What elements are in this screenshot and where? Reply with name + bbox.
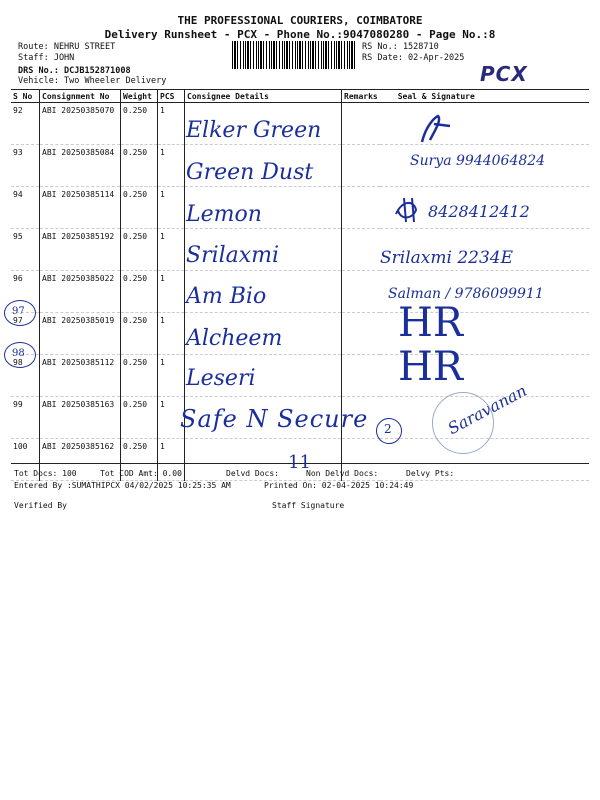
vehicle-label: Vehicle: Two Wheeler Delivery xyxy=(18,76,167,86)
row-consignment: ABI 20250385162 xyxy=(40,439,121,481)
row-pcs: 1 xyxy=(158,439,185,481)
row-consignment: ABI 20250385022 xyxy=(40,271,121,313)
row-pcs: 1 xyxy=(158,229,185,271)
row-consignment: ABI 20250385163 xyxy=(40,397,121,439)
handwritten-consignee: Green Dust xyxy=(186,160,314,185)
col-weight: Weight xyxy=(121,90,158,103)
signature-mark-icon xyxy=(416,112,456,148)
row-pcs: 1 xyxy=(158,103,185,145)
annotation-2: 2 xyxy=(384,422,392,436)
handwritten-signature: HR xyxy=(398,300,463,346)
row-pcs: 1 xyxy=(158,355,185,397)
handwritten-signature: HR xyxy=(398,344,463,390)
company-stamp xyxy=(432,392,494,454)
col-sno: S No xyxy=(11,90,40,103)
table-header-row xyxy=(11,90,589,103)
entered-by: Entered By :SUMATHIPCX 04/02/2025 10:25:35 AM xyxy=(14,481,231,490)
annotation-97: 97 xyxy=(12,306,25,317)
handwritten-consignee: Srilaxmi xyxy=(186,243,280,268)
handwritten-consignee: Elker Green xyxy=(186,118,322,143)
handwritten-signature: 8428412412 xyxy=(428,202,530,221)
row-consignment: ABI 20250385084 xyxy=(40,145,121,187)
row-sno: 94 xyxy=(11,187,40,229)
tot-docs: Tot Docs: 100 xyxy=(14,469,77,478)
row-consignment: ABI 20250385192 xyxy=(40,229,121,271)
col-consignee: Consignee Details xyxy=(185,90,342,103)
row-sno: 92 xyxy=(11,103,40,145)
handwritten-signature: Salman / 9786099911 xyxy=(388,286,544,302)
row-pcs: 1 xyxy=(158,145,185,187)
non-delvd-docs: Non Delvd Docs: xyxy=(306,469,379,478)
row-sno: 97 xyxy=(11,313,40,355)
handwritten-delvd-count: 11 xyxy=(288,452,311,473)
row-pcs: 1 xyxy=(158,313,185,355)
staff-signature: Staff Signature xyxy=(272,501,345,510)
row-consignment: ABI 20250385114 xyxy=(40,187,121,229)
col-consignment: Consignment No xyxy=(40,90,121,103)
col-signature: Seal & Signature xyxy=(380,90,589,103)
row-sno: 98 xyxy=(11,355,40,397)
handwritten-signature: Surya 9944064824 xyxy=(410,153,546,169)
row-sno: 96 xyxy=(11,271,40,313)
delvy-pts: Delvy Pts: xyxy=(406,469,455,478)
row-weight: 0.250 xyxy=(121,397,158,439)
row-consignment: ABI 20250385070 xyxy=(40,103,121,145)
row-weight: 0.250 xyxy=(121,145,158,187)
row-pcs: 1 xyxy=(158,187,185,229)
barcode-image xyxy=(232,41,356,69)
row-sno: 100 xyxy=(11,439,40,481)
row-weight: 0.250 xyxy=(121,103,158,145)
handwritten-signature: Srilaxmi 2234E xyxy=(380,248,514,268)
runsheet-title: Delivery Runsheet - PCX - Phone No.:9047080280 - Page No.:8 xyxy=(104,28,496,41)
handwritten-consignee: Lemon xyxy=(186,202,262,227)
company-title: THE PROFESSIONAL COURIERS, COIMBATORE xyxy=(177,14,423,27)
row-pcs: 1 xyxy=(158,271,185,313)
delvd-docs: Delvd Docs: xyxy=(226,469,279,478)
col-remarks: Remarks xyxy=(342,90,380,103)
staff-label: Staff: JOHN xyxy=(18,53,75,63)
pcx-logo: PCX xyxy=(480,62,528,86)
row-sno: 99 xyxy=(11,397,40,439)
row-pcs: 1 xyxy=(158,397,185,439)
handwritten-consignee: Am Bio xyxy=(186,284,267,309)
handwritten-consignee: Safe N Secure xyxy=(180,405,369,433)
signature-scribble-icon xyxy=(392,196,424,224)
annotation-98: 98 xyxy=(12,348,25,359)
handwritten-consignee: Alcheem xyxy=(186,326,283,351)
handwritten-consignee: Leseri xyxy=(186,366,256,391)
printed-on: Printed On: 02-04-2025 10:24:49 xyxy=(264,481,414,490)
route-label: Route: NEHRU STREET xyxy=(18,42,116,52)
row-sno: 95 xyxy=(11,229,40,271)
drs-number: DRS No.: DCJB152871008 xyxy=(18,66,131,76)
tot-cod-amount: Tot COD Amt: 0.00 xyxy=(100,469,182,478)
verified-by: Verified By xyxy=(14,501,67,510)
col-pcs: PCS xyxy=(158,90,185,103)
row-weight: 0.250 xyxy=(121,439,158,481)
row-sno: 93 xyxy=(11,145,40,187)
row-weight: 0.250 xyxy=(121,355,158,397)
row-weight: 0.250 xyxy=(121,313,158,355)
table-row xyxy=(11,313,589,355)
row-weight: 0.250 xyxy=(121,271,158,313)
rs-number: RS No.: 1528710 xyxy=(362,42,439,52)
rs-date: RS Date: 02-Apr-2025 xyxy=(362,53,465,63)
handwritten-signature: Saravanan xyxy=(444,380,530,439)
row-consignment: ABI 20250385019 xyxy=(40,313,121,355)
row-weight: 0.250 xyxy=(121,229,158,271)
row-consignment: ABI 20250385112 xyxy=(40,355,121,397)
row-weight: 0.250 xyxy=(121,187,158,229)
